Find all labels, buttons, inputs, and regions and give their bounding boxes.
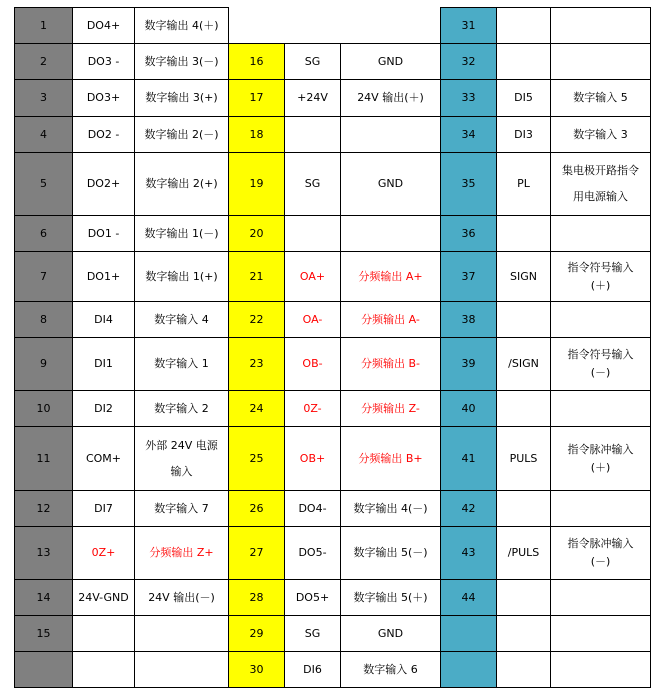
signal-name: DI5	[497, 80, 551, 117]
signal-desc: 数字输出 4(＋)	[135, 8, 229, 44]
pin-number-yellow: 26	[229, 491, 285, 527]
signal-desc: 数字输出 2(－)	[135, 117, 229, 153]
signal-name: DO3 -	[73, 44, 135, 80]
pin-number-blue: 41	[441, 427, 497, 491]
signal-desc	[551, 8, 651, 44]
pin-number-yellow: 30	[229, 652, 285, 688]
signal-desc: 分频输出 B-	[341, 338, 441, 391]
signal-desc-line: (－)	[590, 366, 611, 379]
signal-desc: 数字输出 3(－)	[135, 44, 229, 80]
signal-desc: 分频输出 Z-	[341, 391, 441, 427]
pin-number-gray: 14	[15, 580, 73, 616]
pin-number-blue: 44	[441, 580, 497, 616]
pin-number-gray: 12	[15, 491, 73, 527]
signal-desc: 数字输出 5(－)	[341, 527, 441, 580]
pin-number-gray: 2	[15, 44, 73, 80]
signal-desc	[341, 216, 441, 252]
pin-number-gray: 8	[15, 302, 73, 338]
pin-number-blue: 33	[441, 80, 497, 117]
pin-number-blue: 31	[441, 8, 497, 44]
signal-name: DO3+	[73, 80, 135, 117]
signal-desc: 数字输入 4	[135, 302, 229, 338]
signal-name: OB-	[285, 338, 341, 391]
signal-desc	[551, 491, 651, 527]
pin-number-blue: 39	[441, 338, 497, 391]
pin-number-gray: 15	[15, 616, 73, 652]
signal-desc: 24V 输出(＋)	[341, 80, 441, 117]
table-row	[15, 491, 651, 527]
signal-name: DO2 -	[73, 117, 135, 153]
signal-desc: 数字输入 7	[135, 491, 229, 527]
signal-desc: GND	[341, 616, 441, 652]
signal-name	[73, 652, 135, 688]
pin-number-gray: 7	[15, 252, 73, 302]
signal-desc	[551, 391, 651, 427]
pin-number-gray: 4	[15, 117, 73, 153]
signal-name: DO5+	[285, 580, 341, 616]
pin-number-gray: 10	[15, 391, 73, 427]
pin-number-yellow: 20	[229, 216, 285, 252]
signal-desc: 数字输出 5(＋)	[341, 580, 441, 616]
signal-desc-line: 指令脉冲输入	[567, 442, 634, 456]
signal-desc	[135, 652, 229, 688]
pin-number-yellow: 22	[229, 302, 285, 338]
signal-desc: 分频输出 A-	[341, 302, 441, 338]
empty-cell	[229, 8, 441, 44]
table-row	[15, 44, 651, 80]
signal-name	[497, 616, 551, 652]
signal-desc: 24V 输出(－)	[135, 580, 229, 616]
signal-desc	[551, 252, 651, 302]
signal-name	[285, 216, 341, 252]
pin-number-blue: 37	[441, 252, 497, 302]
pin-number-yellow: 19	[229, 153, 285, 216]
signal-name: OB+	[285, 427, 341, 491]
signal-desc: 数字输入 5	[551, 80, 651, 117]
pin-number-gray: 3	[15, 80, 73, 117]
signal-name	[497, 216, 551, 252]
signal-name: SG	[285, 616, 341, 652]
signal-desc	[551, 44, 651, 80]
signal-name	[285, 117, 341, 153]
signal-desc: GND	[341, 153, 441, 216]
pin-number-blue	[441, 616, 497, 652]
signal-name	[497, 580, 551, 616]
table-row	[15, 427, 651, 491]
pin-number-gray: 9	[15, 338, 73, 391]
signal-desc: 数字输出 4(－)	[341, 491, 441, 527]
pin-number-yellow: 25	[229, 427, 285, 491]
signal-desc	[551, 527, 651, 580]
signal-name: DO4-	[285, 491, 341, 527]
signal-desc-line: 指令符号输入	[567, 348, 634, 361]
signal-desc: 分频输出 A+	[341, 252, 441, 302]
signal-name: DI1	[73, 338, 135, 391]
signal-desc-line: (－)	[590, 555, 611, 568]
pin-number-yellow: 29	[229, 616, 285, 652]
signal-desc	[135, 427, 229, 491]
signal-desc	[551, 302, 651, 338]
pin-number-blue: 36	[441, 216, 497, 252]
signal-desc-line: (＋)	[590, 460, 611, 474]
signal-name: SIGN	[497, 252, 551, 302]
signal-name: SG	[285, 44, 341, 80]
pin-table	[14, 7, 651, 688]
signal-name	[73, 616, 135, 652]
signal-name: 0Z-	[285, 391, 341, 427]
signal-name: DO5-	[285, 527, 341, 580]
signal-desc-line: 用电源输入	[573, 190, 628, 203]
signal-name	[497, 8, 551, 44]
table-row	[15, 580, 651, 616]
pin-number-blue	[441, 652, 497, 688]
signal-name: DI2	[73, 391, 135, 427]
signal-name: DI4	[73, 302, 135, 338]
table-row	[15, 391, 651, 427]
pin-number-yellow: 18	[229, 117, 285, 153]
signal-name: PL	[497, 153, 551, 216]
pin-number-yellow: 21	[229, 252, 285, 302]
signal-desc	[341, 117, 441, 153]
signal-desc: 数字输出 1(－)	[135, 216, 229, 252]
pin-number-yellow: 17	[229, 80, 285, 117]
pin-number-yellow: 16	[229, 44, 285, 80]
table-row	[15, 252, 651, 302]
signal-desc: 数字输出 3(+)	[135, 80, 229, 117]
pin-number-yellow: 27	[229, 527, 285, 580]
signal-name: DI7	[73, 491, 135, 527]
signal-desc-line: 外部 24V 电源	[145, 438, 218, 452]
signal-desc	[551, 616, 651, 652]
signal-name: SG	[285, 153, 341, 216]
pin-number-gray: 1	[15, 8, 73, 44]
pin-number-blue: 40	[441, 391, 497, 427]
signal-name	[497, 302, 551, 338]
pin-number-blue: 34	[441, 117, 497, 153]
table-row	[15, 652, 651, 688]
signal-name: DI6	[285, 652, 341, 688]
signal-name: OA+	[285, 252, 341, 302]
pin-number-gray: 11	[15, 427, 73, 491]
table-row	[15, 616, 651, 652]
signal-desc	[551, 427, 651, 491]
signal-name	[497, 652, 551, 688]
pin-number-yellow: 23	[229, 338, 285, 391]
signal-desc	[551, 652, 651, 688]
signal-name	[497, 491, 551, 527]
signal-name: DO1 -	[73, 216, 135, 252]
table-row	[15, 153, 651, 216]
signal-desc	[551, 338, 651, 391]
signal-desc: 数字输出 1(+)	[135, 252, 229, 302]
signal-name	[497, 391, 551, 427]
signal-name: DO4+	[73, 8, 135, 44]
signal-desc	[551, 216, 651, 252]
signal-name: COM+	[73, 427, 135, 491]
signal-desc: 分频输出 Z+	[135, 527, 229, 580]
pin-number-gray: 5	[15, 153, 73, 216]
signal-desc: 分频输出 B+	[341, 427, 441, 491]
signal-name: DO1+	[73, 252, 135, 302]
table-row	[15, 527, 651, 580]
signal-desc-line: (＋)	[590, 278, 611, 292]
table-row	[15, 117, 651, 153]
table-row	[15, 216, 651, 252]
signal-desc	[551, 153, 651, 216]
signal-name: PULS	[497, 427, 551, 491]
pin-number-blue: 43	[441, 527, 497, 580]
signal-name: 0Z+	[73, 527, 135, 580]
signal-desc-line: 指令符号输入	[567, 260, 634, 274]
signal-name: /PULS	[497, 527, 551, 580]
pin-number-yellow: 28	[229, 580, 285, 616]
table-row	[15, 80, 651, 117]
signal-desc: 数字输入 2	[135, 391, 229, 427]
signal-name: 24V-GND	[73, 580, 135, 616]
pin-number-blue: 38	[441, 302, 497, 338]
pin-number-blue: 32	[441, 44, 497, 80]
signal-desc: 数字输出 2(+)	[135, 153, 229, 216]
pin-number-blue: 35	[441, 153, 497, 216]
pin-number-blue: 42	[441, 491, 497, 527]
signal-name	[497, 44, 551, 80]
signal-desc: 数字输入 1	[135, 338, 229, 391]
signal-name: OA-	[285, 302, 341, 338]
signal-desc: 数字输入 3	[551, 117, 651, 153]
signal-desc-line: 输入	[170, 464, 193, 478]
table-row	[15, 302, 651, 338]
pin-number-gray	[15, 652, 73, 688]
signal-name: /SIGN	[497, 338, 551, 391]
pin-number-gray: 6	[15, 216, 73, 252]
pin-number-gray: 13	[15, 527, 73, 580]
signal-desc-line: 集电极开路指令	[562, 164, 639, 177]
signal-name: DI3	[497, 117, 551, 153]
signal-desc: GND	[341, 44, 441, 80]
signal-desc: 数字输入 6	[341, 652, 441, 688]
signal-desc	[551, 580, 651, 616]
table-row	[15, 338, 651, 391]
signal-desc	[135, 616, 229, 652]
signal-name: DO2+	[73, 153, 135, 216]
signal-desc-line: 指令脉冲输入	[567, 537, 634, 550]
pin-number-yellow: 24	[229, 391, 285, 427]
signal-name: +24V	[285, 80, 341, 117]
table-row	[15, 8, 651, 44]
